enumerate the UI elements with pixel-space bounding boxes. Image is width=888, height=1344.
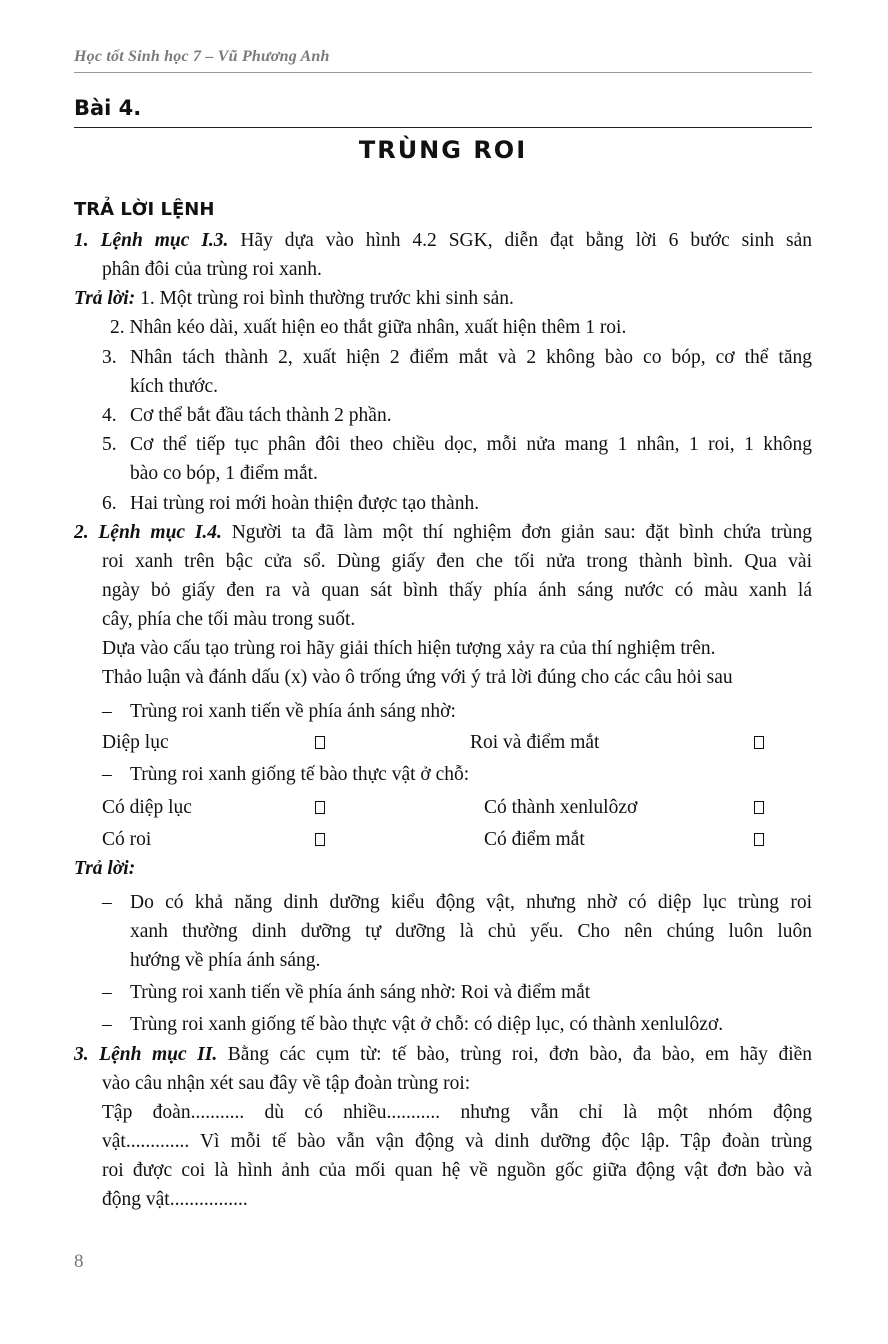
q2-label: Lệnh mục I.4. [98, 522, 222, 543]
checkbox[interactable] [315, 736, 325, 749]
q3-prompt-line2: vào câu nhận xét sau đây về tập đoàn trùng roi: [102, 1073, 471, 1094]
option-label: Có điểm mắt [484, 829, 585, 850]
lesson-rule [74, 127, 812, 128]
q3-label: Lệnh mục II. [99, 1044, 218, 1065]
q2-sub-question-1: Trùng roi xanh tiến về phía ánh sáng nhờ: [130, 701, 456, 722]
checkbox[interactable] [315, 833, 325, 846]
option-label: Có diệp lục [102, 797, 192, 818]
page-number: 8 [74, 1251, 84, 1272]
step-3-text-line1: Nhân tách thành 2, xuất hiện 2 điểm mắt và 2 không bào co bóp, cơ thể tăng [130, 347, 812, 368]
checkbox[interactable] [315, 801, 325, 814]
q2-answer-3: Trùng roi xanh giống tế bào thực vật ở chỗ: có diệp lục, có thành xenlulôzơ. [130, 1014, 724, 1035]
q1-answer-label: Trả lời: [74, 288, 136, 309]
step-3-number: 3. [102, 347, 117, 368]
q2-prompt-line5: Dựa vào cấu tạo trùng roi hãy giải thích hiện tượng xảy ra của thí nghiệm trên. [102, 638, 716, 659]
q2-prompt-line2: roi xanh trên bậc cửa sổ. Dùng giấy đen che tối nửa trong thành bình. Qua vài [102, 551, 812, 572]
q3-text: Bằng các cụm từ: tế bào, trùng roi, đơn bào, đa bào, em hãy điền [227, 1044, 813, 1065]
option-label: Có thành xenlulôzơ [484, 797, 638, 818]
lesson-number: Bài 4. [74, 96, 142, 120]
step-number: 2. [110, 317, 125, 338]
section-heading: TRẢ LỜI LỆNH [74, 199, 215, 220]
q2-answer-1-line3: hướng về phía ánh sáng. [130, 950, 321, 971]
step-4-number: 4. [102, 405, 117, 426]
step-4-text: Cơ thể bắt đầu tách thành 2 phần. [130, 405, 392, 426]
q2-prompt-line4: cây, phía che tối màu trong suốt. [102, 609, 356, 630]
q2-answer-2: Trùng roi xanh tiến về phía ánh sáng nhờ: Roi và điểm mắt [130, 982, 591, 1003]
step-6-text: Hai trùng roi mới hoàn thiện được tạo thành. [130, 493, 480, 514]
step-text: Một trùng roi bình thường trước khi sinh sản. [159, 288, 514, 309]
q3-fill-line3: roi được coi là hình ảnh của mối quan hệ về nguồn gốc giữa động vật đơn bào và [102, 1160, 812, 1181]
option-label: Có roi [102, 829, 152, 850]
q2-prompt-line6: Thảo luận và đánh dấu (x) vào ô trống ứng với ý trả lời đúng cho các câu hỏi sau [102, 667, 733, 688]
option-label: Diệp lục [102, 732, 169, 753]
q2-answer-label: Trả lời: [74, 858, 136, 879]
step-6-number: 6. [102, 493, 117, 514]
step-5-number: 5. [102, 434, 117, 455]
dash: – [102, 892, 112, 913]
dash: – [102, 701, 112, 722]
q2-number: 2. [74, 522, 89, 543]
step-2 [110, 316, 626, 340]
q3-fill-line1: Tập đoàn........... dù có nhiều........... nhưng vẫn chỉ là một nhóm động [102, 1102, 812, 1123]
running-header: Học tốt Sinh học 7 – Vũ Phương Anh [74, 48, 330, 65]
q3-prompt-line1 [74, 1043, 812, 1067]
q3-fill-line2: vật............. Vì mỗi tế bào vẫn vận động và dinh dưỡng độc lập. Tập đoàn trùng [102, 1131, 812, 1152]
q2-prompt-line1 [74, 521, 812, 545]
q3-fill-line4: động vật................ [102, 1189, 248, 1210]
q1-number: 1. [74, 230, 89, 251]
step-5-text-line2: bào co bóp, 1 điểm mắt. [130, 463, 318, 484]
q3-number: 3. [74, 1044, 89, 1065]
page-title: TRÙNG ROI [358, 136, 528, 164]
q2-sub-question-2: Trùng roi xanh giống tế bào thực vật ở chỗ: [130, 764, 470, 785]
step-5-text-line1: Cơ thể tiếp tục phân đôi theo chiều dọc, mỗi nửa mang 1 nhân, 1 roi, 1 không [130, 434, 812, 455]
step-number: 1. [140, 288, 155, 309]
checkbox[interactable] [754, 833, 764, 846]
step-3-text-line2: kích thước. [130, 376, 219, 397]
step-text: Nhân kéo dài, xuất hiện eo thắt giữa nhân, xuất hiện thêm 1 roi. [129, 317, 627, 338]
q2-prompt-line3: ngày bỏ giấy đen ra và quan sát bình thấy phía ánh sáng nước có màu xanh lá [102, 580, 812, 601]
q1-prompt-line1 [74, 229, 812, 253]
q1-text: Hãy dựa vào hình 4.2 SGK, diễn đạt bằng lời 6 bước sinh sản [240, 230, 813, 251]
dash: – [102, 1014, 112, 1035]
q1-prompt-line2: phân đôi của trùng roi xanh. [102, 259, 322, 280]
q1-answer-line [74, 287, 514, 311]
q1-label: Lệnh mục I.3. [100, 230, 229, 251]
checkbox[interactable] [754, 736, 764, 749]
checkbox[interactable] [754, 801, 764, 814]
dash: – [102, 764, 112, 785]
q2-answer-1-line2: xanh thường dinh dưỡng tự dưỡng là chủ yếu. Cho nên chúng luôn luôn [130, 921, 812, 942]
q2-text: Người ta đã làm một thí nghiệm đơn giản sau: đặt bình chứa trùng [231, 522, 812, 543]
header-rule [74, 72, 812, 73]
option-label: Roi và điểm mắt [470, 732, 600, 753]
dash: – [102, 982, 112, 1003]
q2-answer-1-line1: Do có khả năng dinh dưỡng kiểu động vật, nhưng nhờ có diệp lục trùng roi [130, 892, 812, 913]
